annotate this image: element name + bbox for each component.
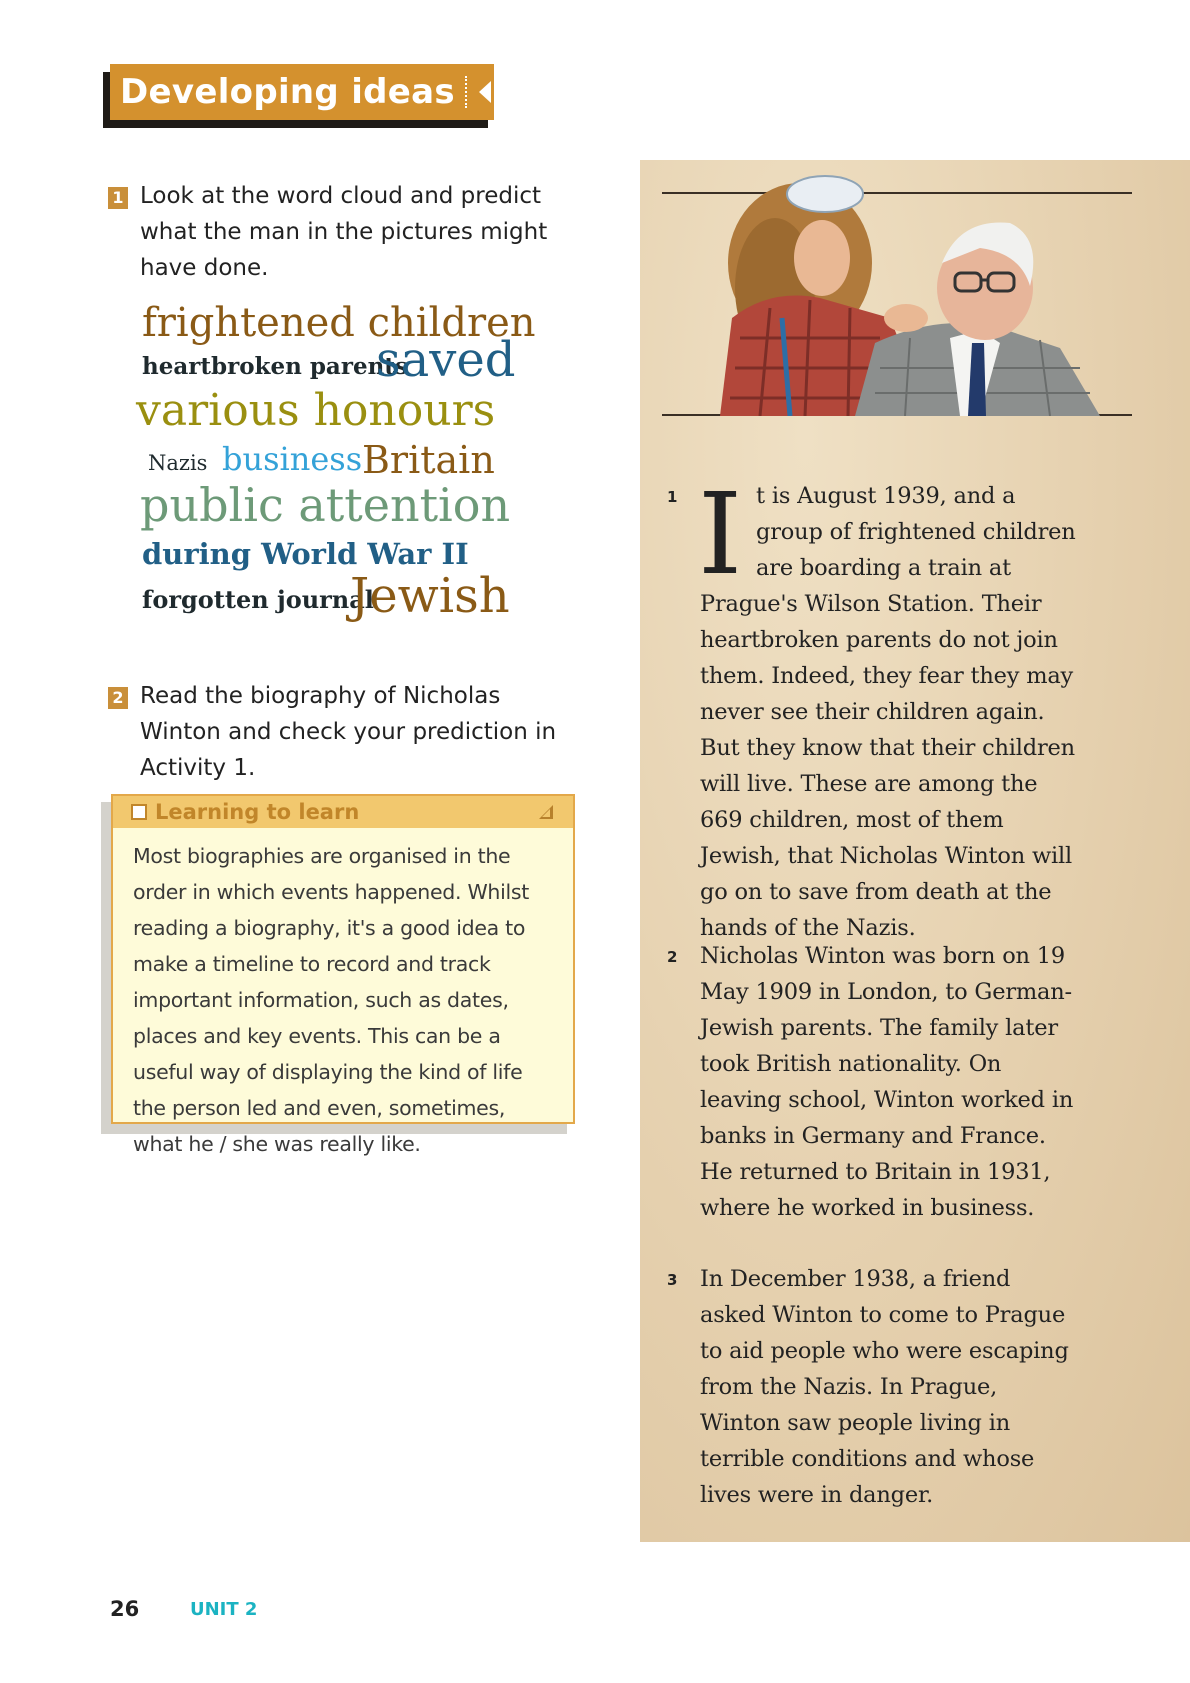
biography-paragraph-2: Nicholas Winton was born on 19 May 1909 in London, to German-Jewish parents. The family later took British nationality. On leaving school, Winton worked in banks in Germany and France. He returned to Britain in 1931, where he worked in business. bbox=[700, 943, 1074, 1221]
activity-number: 1 bbox=[108, 187, 128, 209]
unit-label: UNIT 2 bbox=[190, 1599, 258, 1620]
learning-box-header bbox=[113, 796, 573, 828]
biography-paragraph-3: In December 1938, a friend asked Winton to come to Prague to aid people who were escaping from the Nazis. In Prague, Winton saw people living in terrible conditions and whose lives were in danger. bbox=[700, 1266, 1069, 1508]
header-divider bbox=[465, 76, 467, 108]
word-cloud-word: Nazis bbox=[148, 451, 208, 475]
corner-triangle-icon bbox=[539, 805, 553, 819]
biography-paragraph-1 bbox=[698, 470, 1080, 946]
checkbox-icon bbox=[131, 804, 147, 820]
learning-to-learn-box bbox=[111, 794, 575, 1156]
activity-2 bbox=[108, 678, 588, 786]
activity-instruction: Read the biography of Nicholas Winton and check your prediction in Activity 1. bbox=[140, 683, 557, 781]
word-cloud-word: public attention bbox=[140, 478, 511, 532]
section-header bbox=[110, 64, 494, 120]
page-number: 26 bbox=[110, 1597, 140, 1621]
activity-1 bbox=[108, 178, 588, 286]
section-title: Developing ideas bbox=[120, 72, 455, 112]
arrow-left-icon bbox=[479, 81, 491, 103]
drop-cap: I bbox=[698, 470, 743, 600]
word-cloud-word: Britain bbox=[362, 438, 495, 482]
word-cloud-word: Jewish bbox=[350, 568, 510, 624]
word-cloud-word: various honours bbox=[136, 385, 496, 436]
word-cloud-word: forgotten journal bbox=[142, 585, 374, 614]
winton-photo bbox=[680, 168, 1112, 416]
word-cloud-word: heartbroken parents bbox=[142, 353, 408, 380]
learning-box-title: Learning to learn bbox=[155, 800, 360, 824]
word-cloud-word: frightened children bbox=[142, 300, 536, 346]
learning-box-text: Most biographies are organised in the order in which events happened. Whilst reading a biography, it's a good idea to make a timeline to record and track important information, such as dates, places and key events. This can be a useful way of displaying the kind of life the person led and even, sometimes, what he / she was really like. bbox=[133, 844, 530, 1156]
paragraph-number: 1 bbox=[667, 488, 678, 506]
word-cloud-word: business bbox=[222, 440, 363, 478]
paragraph-text: t is August 1939, and a group of frightened children are boarding a train at Prague's Wilson Station. Their heartbroken parents do not join them. Indeed, they fear they may never see their children again. But they know that their children will live. These are among the 669 children, most of them Jewish, that Nicholas Winton will go on to save from death at the hands of the Nazis. bbox=[700, 483, 1076, 941]
word-cloud-word: during World War II bbox=[142, 537, 469, 571]
activity-instruction: Look at the word cloud and predict what the man in the pictures might have done. bbox=[140, 183, 548, 281]
paragraph-number: 2 bbox=[667, 948, 678, 966]
activity-number: 2 bbox=[108, 687, 128, 709]
paragraph-number: 3 bbox=[667, 1271, 678, 1289]
word-cloud-word: saved bbox=[376, 332, 516, 388]
